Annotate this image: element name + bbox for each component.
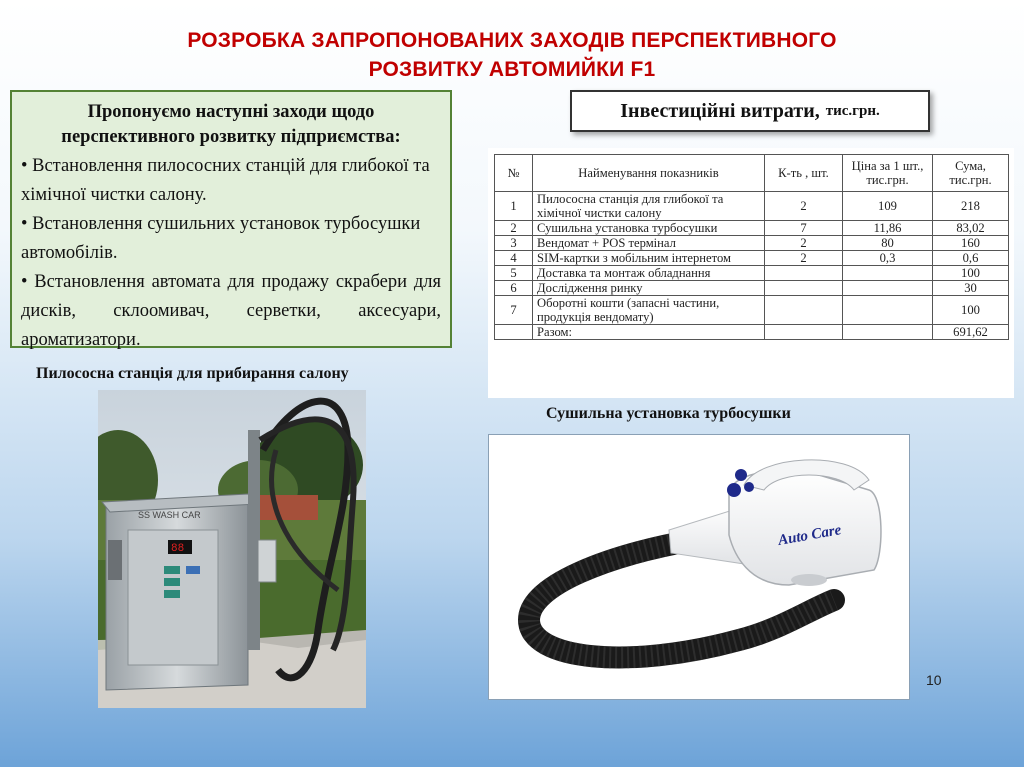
row-sum: 218 [933,192,1009,221]
slide-title [60,26,964,84]
dryer-brand-label: Auto Care [776,522,843,549]
measures-item-1: • Встановлення пилососних станцій для глибокої та хімічної чистки салону. [21,156,430,205]
header-name: Найменування показників [533,155,765,192]
row-price [843,325,933,340]
header-price: Ціна за 1 шт., тис.грн. [843,155,933,192]
row-number: 5 [495,266,533,281]
row-price: 80 [843,236,933,251]
row-name: Пилососна станція для глибокої та хімічної чистки салону [533,192,765,221]
row-qty: 2 [765,236,843,251]
row-qty: 2 [765,192,843,221]
row-name: Вендомат + POS термінал [533,236,765,251]
table-header-row [495,155,1009,192]
measures-heading: Пропонуємо наступні заходи щодо перспективного розвитку підприємства: [61,102,401,147]
row-qty [765,296,843,325]
measures-item-3: • Встановлення автомата для продажу скрабери для дисків, склоомивач, серветки, аксесуари, ароматизатори. [21,272,441,350]
row-price [843,296,933,325]
row-qty: 7 [765,221,843,236]
measures-item-2: • Встановлення сушильних установок турбосушки автомобілів. [21,214,421,263]
table-row [495,251,1009,266]
station-display: 88 [171,543,185,555]
station-sign: SS WASH CAR [138,510,201,520]
row-number: 1 [495,192,533,221]
row-number: 3 [495,236,533,251]
row-qty [765,281,843,296]
row-price: 11,86 [843,221,933,236]
row-number: 2 [495,221,533,236]
row-sum: 0,6 [933,251,1009,266]
measures-box [10,90,452,348]
header-qty: К-ть , шт. [765,155,843,192]
row-sum: 100 [933,296,1009,325]
row-sum: 691,62 [933,325,1009,340]
vacuum-station-illustration [98,390,366,708]
slide-title-line-2: РОЗВИТКУ АВТОМИЙКИ F1 [368,58,656,81]
row-number [495,325,533,340]
row-number: 6 [495,281,533,296]
row-sum: 30 [933,281,1009,296]
table-row [495,236,1009,251]
row-sum: 100 [933,266,1009,281]
table-row [495,281,1009,296]
costs-table [494,154,1009,340]
row-qty: 2 [765,251,843,266]
row-name: Сушильна установка турбосушки [533,221,765,236]
turbo-dryer-photo [488,434,910,700]
turbo-dryer-illustration [489,435,909,699]
table-row [495,221,1009,236]
row-name: Дослідження ринку [533,281,765,296]
vacuum-station-caption: Пилососна станція для прибирання салону [36,365,349,382]
row-qty [765,266,843,281]
vacuum-station-photo [98,390,366,708]
row-price: 0,3 [843,251,933,266]
row-price [843,266,933,281]
table-row [495,192,1009,221]
row-sum: 83,02 [933,221,1009,236]
row-name: Оборотні кошти (запасні частини, продукція вендомату) [533,296,765,325]
costs-table-panel [488,148,1014,398]
row-sum: 160 [933,236,1009,251]
row-price [843,281,933,296]
table-row [495,266,1009,281]
page-number: 10 [926,672,942,688]
investment-unit: тис.грн. [825,102,880,119]
table-row [495,325,1009,340]
row-name: SIM-картки з мобільним інтернетом [533,251,765,266]
row-name: Доставка та монтаж обладнання [533,266,765,281]
row-number: 4 [495,251,533,266]
investment-title-box [570,90,930,132]
header-number: № [495,155,533,192]
turbo-dryer-caption: Сушильна установка турбосушки [546,405,791,422]
row-name: Разом: [533,325,765,340]
row-number: 7 [495,296,533,325]
row-qty [765,325,843,340]
table-row [495,296,1009,325]
header-sum: Сума, тис.грн. [933,155,1009,192]
slide-title-line-1: РОЗРОБКА ЗАПРОПОНОВАНИХ ЗАХОДІВ ПЕРСПЕКТИВНОГО [187,29,837,52]
investment-title: Інвестиційні витрати, [620,99,820,122]
row-price: 109 [843,192,933,221]
